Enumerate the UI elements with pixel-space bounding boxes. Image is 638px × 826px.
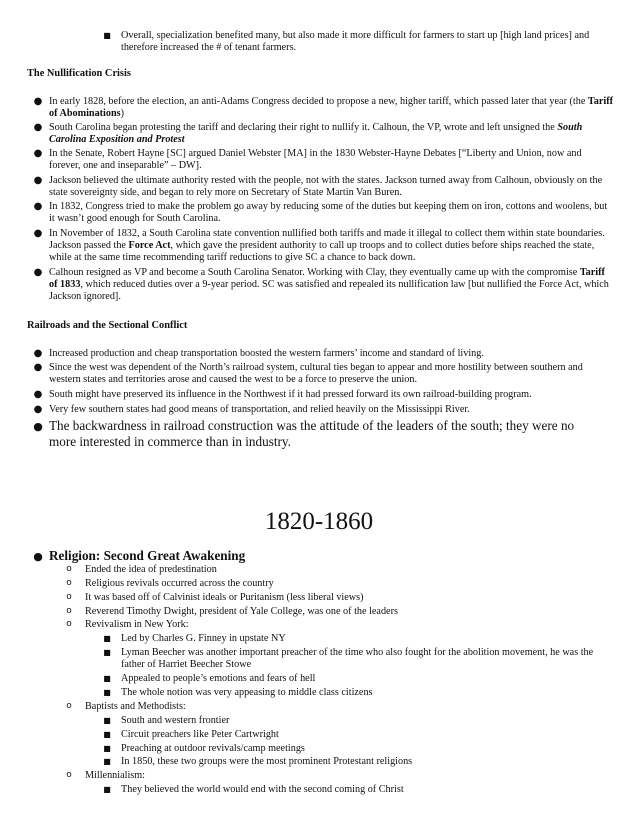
square-bullet-icon: ■ — [103, 688, 111, 697]
page-title: 1820-1860 — [264, 508, 374, 535]
list-item-text — [49, 267, 614, 304]
bullet-icon: ● — [33, 122, 43, 133]
square-bullet-icon: ■ — [103, 730, 111, 739]
list-item-text: Jackson believed the ultimate authority rested with the people, not with the states. Jackson turned away from Calhoun, obviously on the state sovereignty side, and began to rely more on Secretary of State Martin Van Buren. — [49, 175, 603, 199]
section-heading: The Nullification Crisis — [27, 68, 131, 79]
text-run: Calhoun resigned as VP and become a South Carolina Senator. Working with Clay, they eventually came up with the compromise — [49, 267, 580, 278]
list-item-text: In the Senate, Robert Hayne [SC] argued Daniel Webster [MA] in the 1830 Webster-Hayne Debates [“Liberty and Union, now and forever, one and inseparable” – DW]. — [49, 148, 582, 172]
list-item-text: The backwardness in railroad construction was the attitude of the leaders of the south; they were no more interested in commerce than in industry. — [49, 418, 575, 449]
circle-bullet-icon: o — [66, 701, 72, 711]
bullet-icon: ● — [33, 267, 43, 278]
square-bullet-icon: ■ — [103, 716, 111, 725]
list-item-text — [49, 122, 609, 146]
section-heading: Railroads and the Sectional Conflict — [27, 320, 188, 331]
list-item-text: Millennialism: — [85, 770, 145, 781]
bullet-icon: ● — [33, 228, 43, 239]
bullet-icon: ● — [33, 348, 43, 359]
list-item-text: Led by Charles G. Finney in upstate NY — [121, 633, 286, 644]
list-item-text: Since the west was dependent of the North’s railroad system, cultural ties began to appear and more hostility between southern and western states and territories arose and caused the west to be a force to preserve the union. — [49, 362, 583, 386]
list-item-text: In 1832, Congress tried to make the problem go away by reducing some of the duties but keeping them on iron, cottons and woolens, but it wasn’t good enough for South Carolina. — [49, 201, 608, 225]
list-item-text: Very few southern states had good means of transportation, and relied heavily on the Mississippi River. — [49, 404, 470, 415]
text-run: , which gave the president authority to call up troops and to collect duties before ships reached the state, while at the same time recommending tariff reductions to give SC a chance to back down. — [49, 240, 595, 264]
bullet-icon: ● — [33, 404, 43, 415]
circle-bullet-icon: o — [66, 592, 72, 602]
list-item-text: It was based off of Calvinist ideals or Puritanism (less liberal views) — [85, 592, 364, 603]
bullet-icon: ● — [33, 550, 43, 563]
text-run: , which reduced duties over a 9-year period. SC was satisfied and repealed its nullification law [but nullified the Force Act, which Jackson ignored]. — [49, 279, 609, 303]
square-bullet-icon: ■ — [103, 757, 111, 766]
list-item-text: Appealed to people’s emotions and fears of hell — [121, 673, 316, 684]
circle-bullet-icon: o — [66, 564, 72, 574]
bullet-icon: ● — [33, 148, 43, 159]
list-item-text: Baptists and Methodists: — [85, 701, 186, 712]
bullet-icon: ● — [33, 201, 43, 212]
text-run: South Carolina began protesting the tariff and declaring their right to nullify it. Calhoun, the VP, wrote and left unsigned the — [49, 122, 558, 133]
list-item-text: Increased production and cheap transportation boosted the western farmers’ income and standard of living. — [49, 348, 484, 359]
emphasis-text: Tariff of 1833 — [49, 267, 605, 291]
list-item-text: Ended the idea of predestination — [85, 564, 217, 575]
square-bullet-icon: ■ — [103, 785, 111, 794]
list-item-text: The whole notion was very appeasing to middle class citizens — [121, 687, 373, 698]
emphasis-text: Force Act — [128, 240, 171, 252]
list-item-text: Overall, specialization benefited many, but also made it more difficult for farmers to start up [high land prices] and therefore increased the # of tenant farmers. — [121, 30, 590, 54]
square-bullet-icon: ■ — [103, 674, 111, 683]
circle-bullet-icon: o — [66, 770, 72, 780]
circle-bullet-icon: o — [66, 578, 72, 588]
square-bullet-icon: ■ — [103, 648, 111, 657]
emphasis-text: South Carolina Exposition and Protest — [49, 122, 583, 146]
list-item-text: South and western frontier — [121, 715, 230, 726]
square-bullet-icon: ■ — [103, 744, 111, 753]
emphasis-text: Tariff of Abominations — [49, 96, 613, 120]
bullet-icon: ● — [33, 175, 43, 186]
list-item-text: In 1850, these two groups were the most prominent Protestant religions — [121, 756, 413, 767]
list-item-text: Preaching at outdoor revivals/camp meetings — [121, 743, 305, 754]
circle-bullet-icon: o — [66, 619, 72, 629]
list-item-text: Revivalism in New York: — [85, 619, 189, 630]
bullet-icon: ● — [33, 389, 43, 400]
list-item-text: Lyman Beecher was another important preacher of the time who also fought for the abolition movement, he was the father of Harriet Beecher Stowe — [121, 647, 594, 671]
square-bullet-icon: ■ — [103, 31, 111, 40]
bullet-icon: ● — [33, 362, 43, 373]
list-item-text — [49, 96, 614, 120]
text-run: In early 1828, before the election, an anti-Adams Congress decided to propose a new, higher tariff, which passed later that year (the — [49, 96, 588, 107]
text-run: In November of 1832, a South Carolina state convention nullified both tariffs and made it illegal to collect them within state boundaries. Jackson passed the — [49, 228, 605, 252]
list-item-text: Circuit preachers like Peter Cartwright — [121, 729, 279, 740]
list-item-text: Religious revivals occurred across the country — [85, 578, 274, 589]
list-item-text: Reverend Timothy Dwight, president of Yale College, was one of the leaders — [85, 606, 398, 617]
circle-bullet-icon: o — [66, 606, 72, 616]
list-item-text: They believed the world would end with the second coming of Christ — [121, 784, 404, 795]
bullet-icon: ● — [33, 420, 43, 433]
bullet-icon: ● — [33, 96, 43, 107]
text-run: ) — [120, 108, 125, 120]
list-item-text — [49, 228, 614, 265]
square-bullet-icon: ■ — [103, 634, 111, 643]
list-item-text: South might have preserved its influence in the Northwest if it had pressed forward its own railroad-building program. — [49, 389, 532, 400]
section-heading: Religion: Second Great Awakening — [49, 548, 246, 563]
